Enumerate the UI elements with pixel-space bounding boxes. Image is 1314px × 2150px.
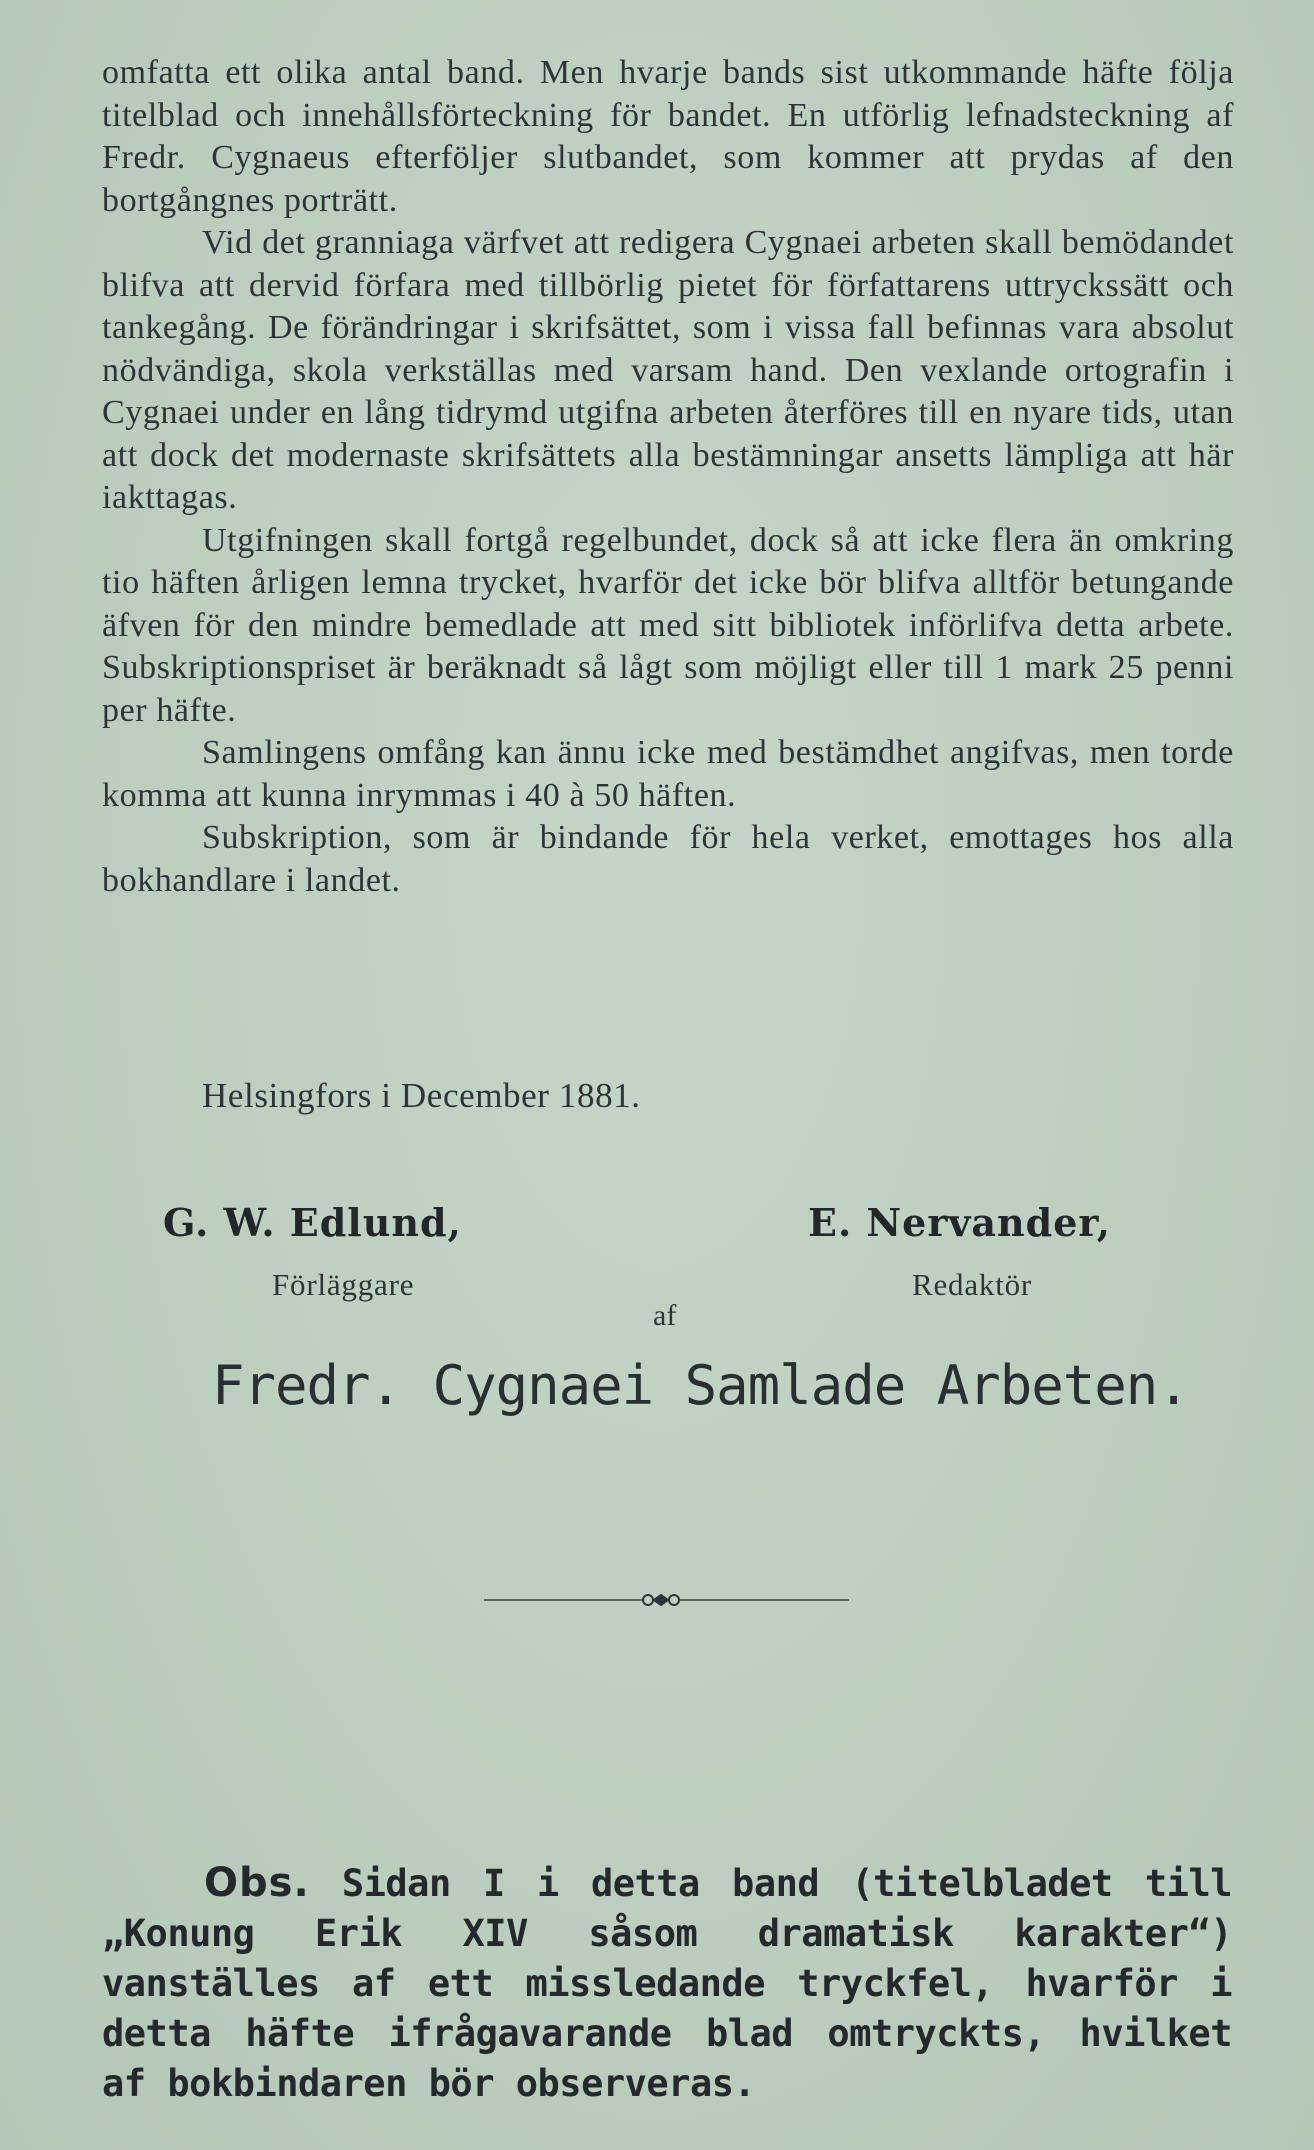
af-word: af [653,1299,677,1332]
paragraph-4: Samlingens omfång kan ännu icke med bestämdhet angifvas, men torde komma att kunna inrymmas i 40 à 50 häften. [102,734,1234,814]
ornamental-divider [484,1585,849,1615]
paragraph-5: Subskription, som är bindande för hela verket, emottages hos alla bokhandlare i landet. [102,819,1234,899]
publisher-role: Förläggare [272,1267,415,1302]
obs-label: Obs. [204,1860,310,1906]
editor-role: Redaktör [912,1267,1033,1302]
dateline: Helsingfors i December 1881. [202,1076,641,1115]
obs-text: Sidan I i detta band (titelbladet till „Konung Erik XIV såsom dramatisk karakter“) vanställes af ett missledande tryckfel, hvarför i detta häfte ifrågavarande blad omtryckts, hvilket af bokbindaren bör observeras. [102,1862,1232,2105]
paragraph-1: omfatta ett olika antal band. Men hvarje bands sist utkommande häfte följa titelblad och innehållsförteckning för bandet. En utförlig lefnadsteckning af Fredr. Cygnaeus efterföljer slutbandet, som kommer att prydas af den bortgångnes porträtt. [102,54,1234,219]
divider-ornament [643,1595,679,1605]
work-title: Fredr. Cygnaei Samlade Arbeten. [212,1354,1189,1417]
publisher-name: G. W. Edlund, [163,1200,462,1245]
paragraph-2: Vid det granniaga värfvet att redigera Cygnaei arbeten skall bemödandet blifva att dervid förfara med tillbörlig pietet för författarens uttryckssätt och tankegång. De förändringar i skrifsättet, som i vissa fall befinnas vara absolut nödvändiga, skola verkställas med varsam hand. Den vexlande ortografin i Cygnaei under en lång tidrymd utgifna arbeten återföres till en nyare tids, utan att dock det modernaste skrifsättets alla bestämningar ansetts lämpliga att här iakttagas. [102,224,1234,516]
paragraph-3: Utgifningen skall fortgå regelbundet, dock så att icke flera än omkring tio häften årligen lemna trycket, hvarför det icke bör blifva alltför betungande äfven för den mindre bemedlade att med sitt bibliotek införlifva detta arbete. Subskriptionspriset är beräknadt så lågt som möjligt eller till 1 mark 25 penni per häfte. [102,521,1234,729]
obs-note [102,1858,1232,2109]
editor-name: E. Nervander, [808,1200,1111,1245]
body-text [102,52,1234,902]
